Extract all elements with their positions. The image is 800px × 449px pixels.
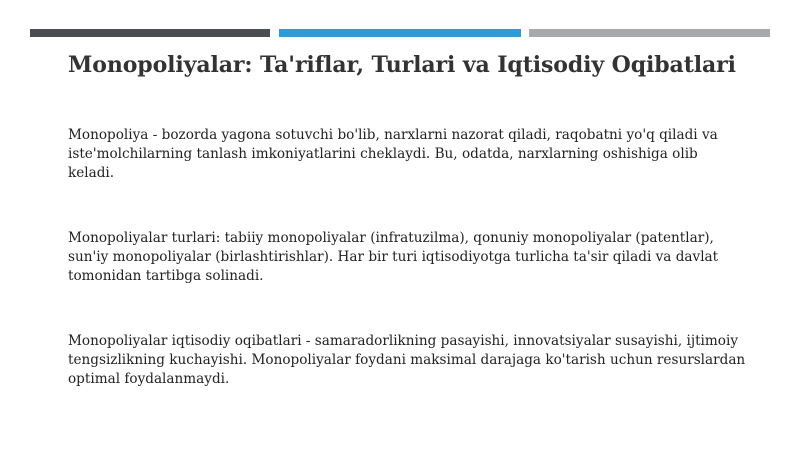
accent-bar-blue — [279, 29, 521, 37]
paragraph-definition: Monopoliya - bozorda yagona sotuvchi bo'lib, narxlarni nazorat qiladi, raqobatni yo'q qiladi va iste'molchilarning tanlash imkoniyatlarini cheklaydi. Bu, odatda, narxlarning oshishiga olib keladi. — [68, 127, 718, 181]
slide-title: Monopoliyalar: Ta'riflar, Turlari va Iqtisodiy Oqibatlari — [68, 52, 736, 78]
paragraph-consequences: Monopoliyalar iqtisodiy oqibatlari - samaradorlikning pasayishi, innovatsiyalar susayishi, ijtimoiy tengsizlikning kuchayishi. Monopoliyalar foydani maksimal darajaga ko'tarish uchun resurslardan optimal foydalanmaydi. — [68, 333, 746, 387]
accent-bar-gray — [529, 29, 770, 37]
paragraph-types: Monopoliyalar turlari: tabiiy monopoliyalar (infratuzilma), qonuniy monopoliyalar (patentlar), sun'iy monopoliyalar (birlashtirishlar). Har bir turi iqtisodiyotga turlicha ta'sir qiladi va davlat tomonidan tartibga solinadi. — [68, 230, 719, 284]
header-accent-bars — [30, 29, 770, 37]
accent-bar-dark — [30, 29, 270, 37]
